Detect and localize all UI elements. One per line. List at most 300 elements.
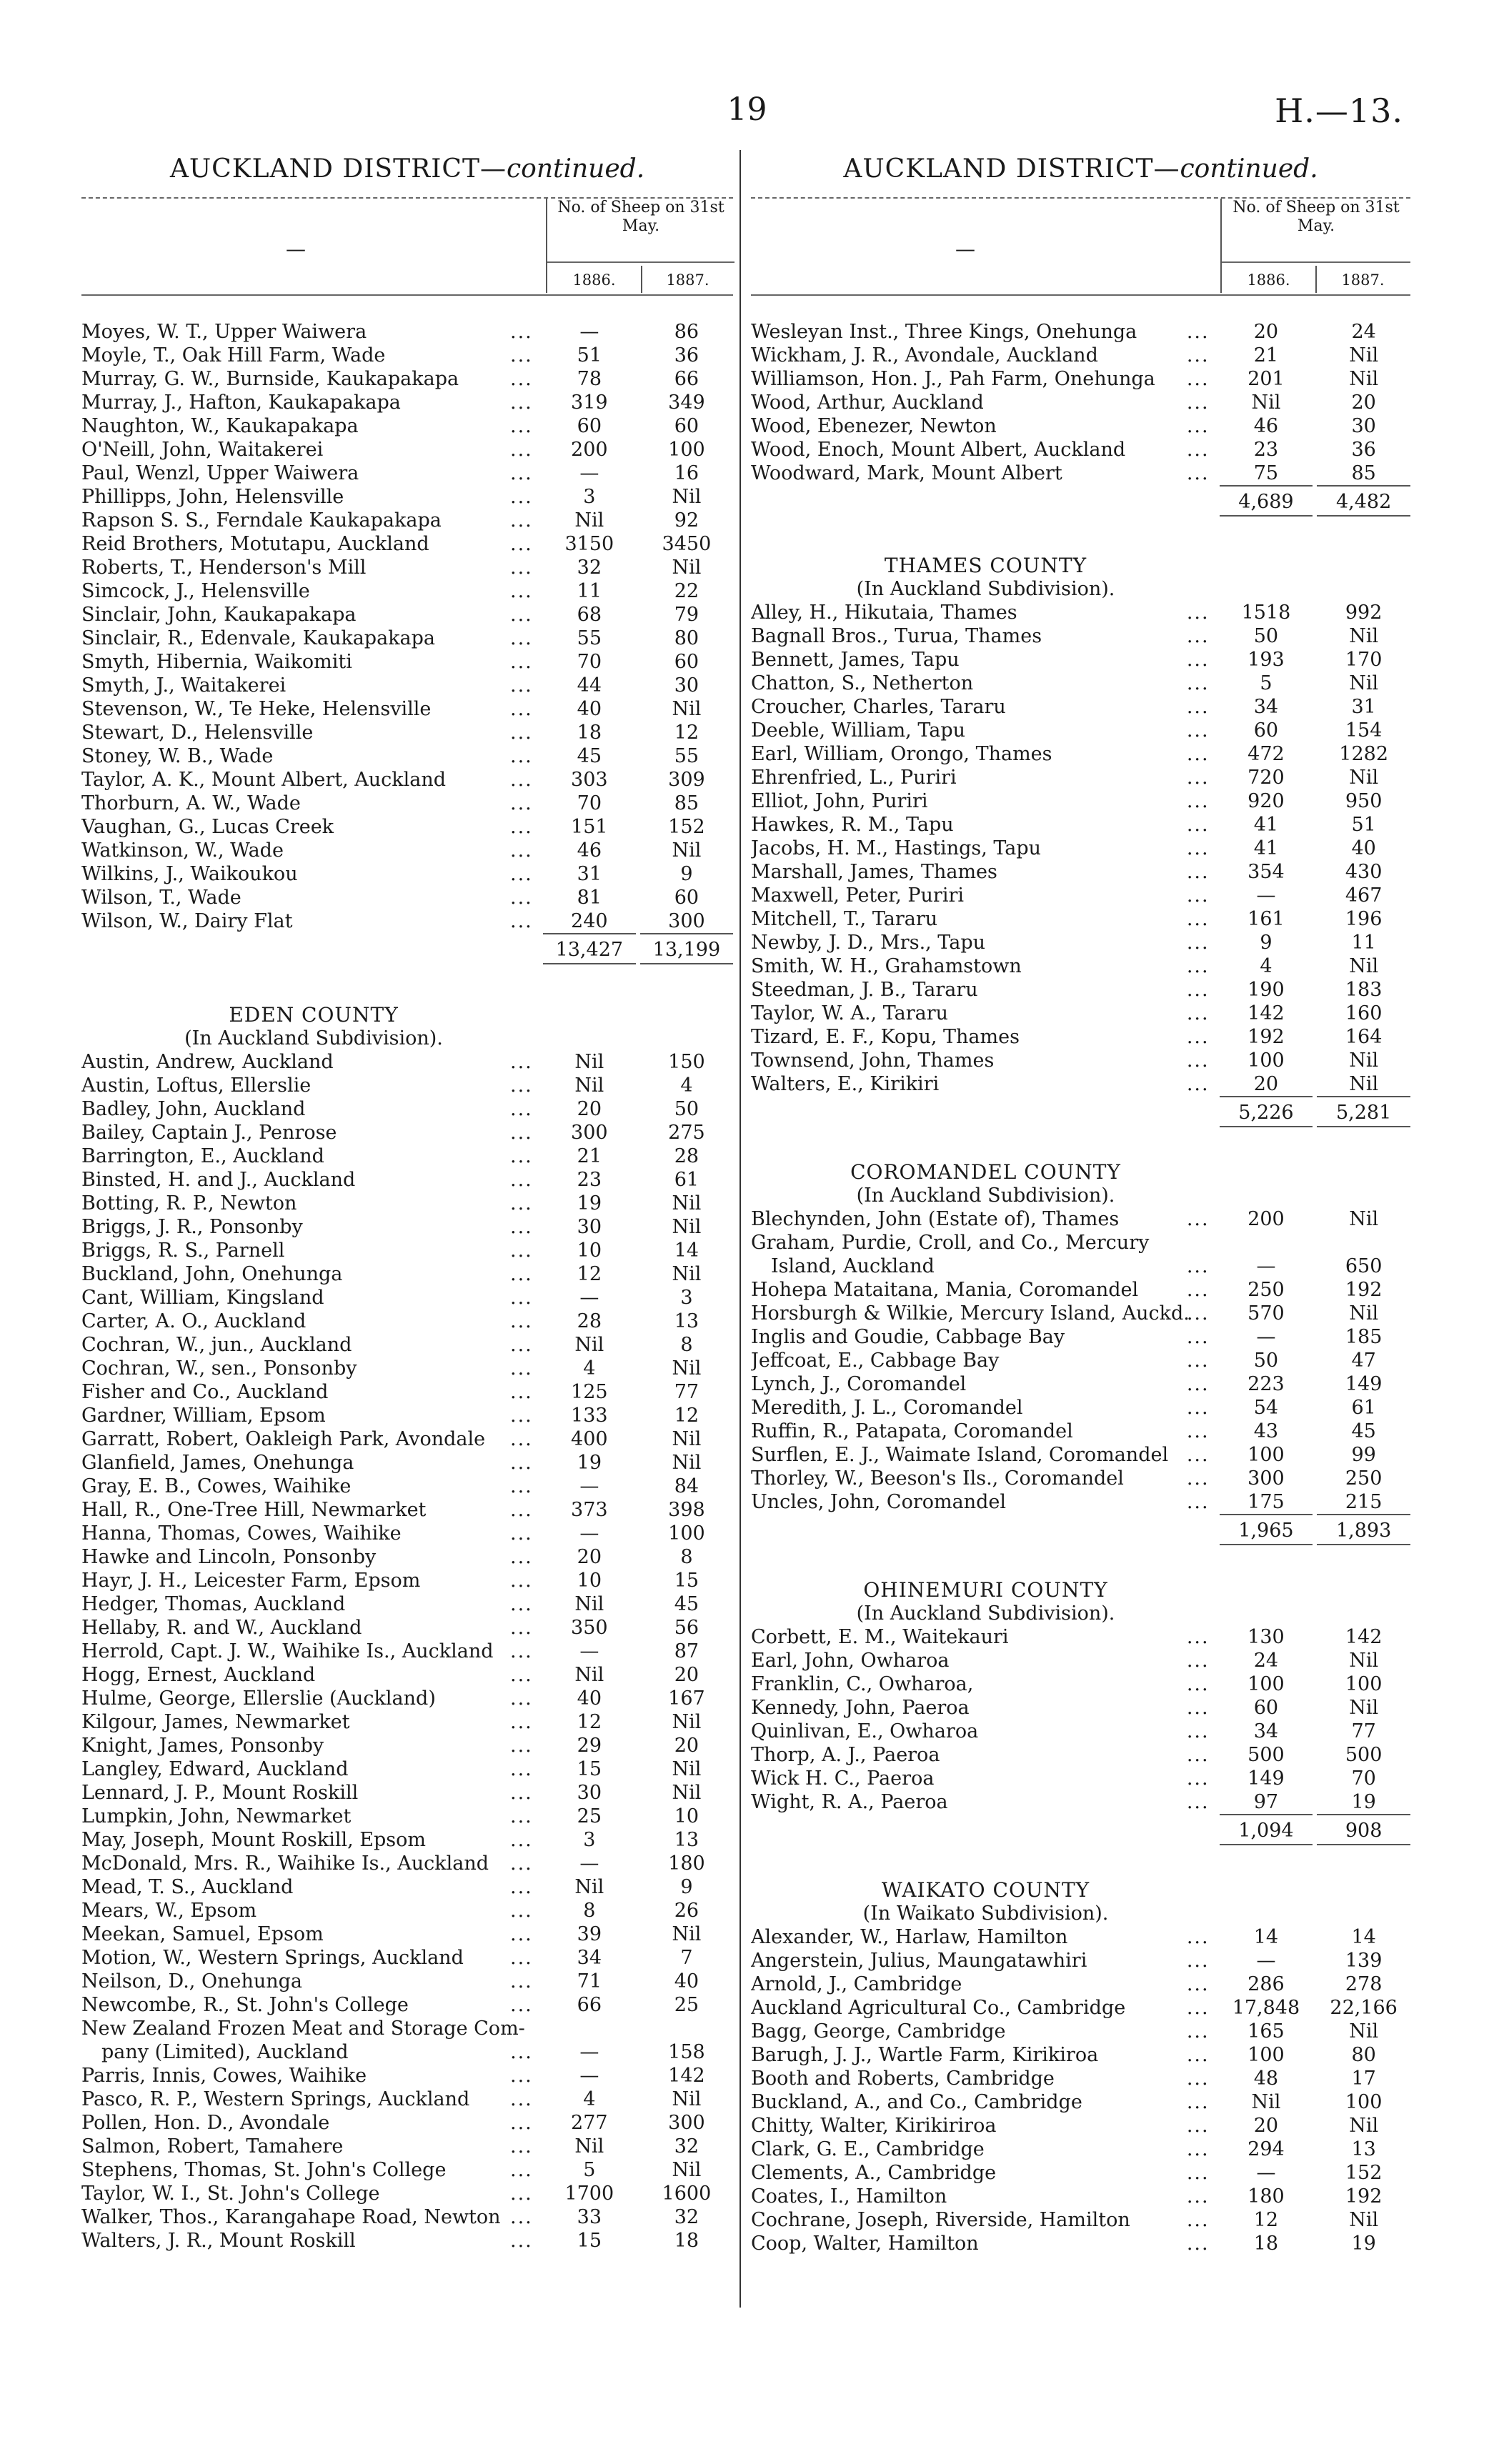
coromandel-total: 1,965 1,893 — [751, 1514, 1410, 1545]
count-1886: 5 — [1260, 672, 1273, 694]
eden-county-title: EDEN COUNTY — [229, 1003, 399, 1027]
table-row — [751, 391, 1410, 414]
count-1886: 60 — [577, 415, 602, 437]
table-row — [81, 1545, 733, 1569]
entry-name: Deeble, William, Tapu ... — [751, 719, 1220, 742]
entry-name: Coates, I., Hamilton ... — [751, 2185, 1220, 2208]
count-1886: 10 — [577, 1240, 602, 1262]
count-1886: — — [579, 462, 599, 484]
count-1886: 40 — [577, 698, 602, 720]
count-1887: Nil — [672, 1782, 702, 1804]
entry-name: Barugh, J. J., Wartle Farm, Kirikiroa ... — [751, 2043, 1220, 2067]
count-1886: 3150 — [564, 533, 614, 555]
table-row — [81, 815, 733, 839]
count-1886: 192 — [1248, 1026, 1285, 1048]
coromandel-county-title: COROMANDEL COUNTY — [850, 1160, 1121, 1184]
count-1886: 21 — [1253, 344, 1279, 366]
count-1887: 47 — [1351, 1350, 1376, 1372]
coromandel-county-subtitle: (In Auckland Subdivision). — [856, 1184, 1115, 1207]
count-1886: 350 — [571, 1617, 608, 1639]
table-row — [751, 672, 1410, 695]
count-1886: 165 — [1248, 2020, 1285, 2042]
count-1886: 161 — [1248, 908, 1285, 930]
count-1887: 9 — [680, 863, 693, 885]
table-row — [751, 1072, 1410, 1096]
count-1886: 97 — [1253, 1791, 1279, 1813]
table-row — [751, 813, 1410, 837]
right-column-title: AUCKLAND DISTRICT—continued. — [843, 154, 1318, 184]
entry-name: Mead, T. S., Auckland ... — [81, 1875, 543, 1899]
count-1887: 13 — [674, 1829, 699, 1851]
count-1886: 200 — [1248, 1208, 1285, 1230]
entry-name: Coop, Walter, Hamilton ... — [751, 2232, 1220, 2255]
count-1886: Nil — [574, 1334, 604, 1356]
count-1887: 650 — [1345, 1255, 1383, 1277]
entry-name: Booth and Roberts, Cambridge ... — [751, 2067, 1220, 2090]
entry-name: Buckland, A., and Co., Cambridge ... — [751, 2090, 1220, 2114]
entry-name: Woodward, Mark, Mount Albert ... — [751, 462, 1220, 485]
entry-name: Pasco, R. P., Western Springs, Auckland ... — [81, 2088, 543, 2111]
table-row — [751, 1302, 1410, 1325]
count-1887: 92 — [674, 509, 699, 532]
table-row — [751, 1790, 1410, 1814]
count-1887: Nil — [672, 1216, 702, 1238]
table-row — [81, 1828, 733, 1852]
count-1886: — — [579, 1852, 599, 1875]
table-row — [81, 1781, 733, 1805]
table-row — [751, 462, 1410, 485]
count-1887: 278 — [1345, 1973, 1383, 1995]
entry-name: Gardner, William, Epsom ... — [81, 1404, 543, 1427]
year-1887-header: 1887. — [666, 271, 709, 289]
count-1887: 250 — [1345, 1467, 1383, 1490]
table-row — [81, 532, 733, 556]
count-1887: 152 — [1345, 2162, 1383, 2184]
count-1886: 40 — [577, 1687, 602, 1710]
count-1887: 61 — [674, 1169, 699, 1191]
entry-name: Austin, Andrew, Auckland ... — [81, 1050, 543, 1074]
count-1886: Nil — [574, 1051, 604, 1073]
count-1886: 240 — [571, 910, 608, 932]
thames-county-title: THAMES COUNTY — [884, 554, 1087, 577]
count-1887: 80 — [674, 627, 699, 649]
count-1887: 185 — [1345, 1326, 1383, 1348]
entry-name: Wood, Enoch, Mount Albert, Auckland ... — [751, 438, 1220, 462]
count-1886: 70 — [577, 792, 602, 814]
count-1887: 55 — [674, 745, 699, 767]
count-1887: 8 — [680, 1546, 693, 1568]
table-row — [751, 954, 1410, 978]
entry-name: Watkinson, W., Wade ... — [81, 839, 543, 862]
count-1886: 15 — [577, 1758, 602, 1780]
table-row — [81, 1357, 733, 1380]
entry-name: Knight, James, Ponsonby ... — [81, 1734, 543, 1757]
entry-name: Hedger, Thomas, Auckland ... — [81, 1592, 543, 1616]
entry-name: Herrold, Capt. J. W., Waihike Is., Auckland ... — [81, 1640, 543, 1663]
count-1887: 12 — [674, 722, 699, 744]
count-1887: 154 — [1345, 719, 1383, 742]
entry-name: Earl, William, Orongo, Thames ... — [751, 742, 1220, 766]
entry-name: Langley, Edward, Auckland ... — [81, 1757, 543, 1781]
entry-name: Vaughan, G., Lucas Creek ... — [81, 815, 543, 839]
table-row — [751, 1443, 1410, 1467]
count-1886: Nil — [1251, 2091, 1281, 2113]
count-1886 — [543, 2017, 636, 2040]
count-1887: Nil — [672, 557, 702, 579]
entry-name: Hawkes, R. M., Tapu ... — [751, 813, 1220, 837]
count-1886: 39 — [577, 1923, 602, 1945]
entry-name: Rapson S. S., Ferndale Kaukapakapa ... — [81, 509, 543, 532]
count-1887: 149 — [1345, 1373, 1383, 1395]
entry-name: Franklin, C., Owharoa, ... — [751, 1672, 1220, 1696]
count-1886: 28 — [577, 1310, 602, 1332]
count-1887: Nil — [672, 839, 702, 862]
entry-name: Carter, A. O., Auckland ... — [81, 1310, 543, 1333]
entry-name: Alley, H., Hikutaia, Thames ... — [751, 601, 1220, 624]
table-row — [751, 1696, 1410, 1720]
count-1887: Nil — [1349, 2115, 1379, 2137]
ohinemuri-total: 1,094 908 — [751, 1814, 1410, 1845]
count-1887: 158 — [668, 2041, 705, 2063]
count-1887: Nil — [1349, 2209, 1379, 2231]
entry-name: Hogg, Ernest, Auckland ... — [81, 1663, 543, 1687]
count-1886: 920 — [1248, 790, 1285, 812]
count-1887: 160 — [1345, 1002, 1383, 1024]
count-1886: 41 — [1253, 814, 1279, 836]
count-1887: 139 — [1345, 1950, 1383, 1972]
count-1887: 85 — [1351, 462, 1376, 484]
count-1887: Nil — [1349, 1650, 1379, 1672]
count-1887: Nil — [1349, 767, 1379, 789]
entry-name: Jacobs, H. M., Hastings, Tapu ... — [751, 837, 1220, 860]
count-1886: 1518 — [1241, 602, 1291, 624]
entry-name: Neilson, D., Onehunga ... — [81, 1970, 543, 1993]
count-1886: 60 — [1253, 1697, 1279, 1719]
entry-name: Wickham, J. R., Avondale, Auckland ... — [751, 344, 1220, 367]
count-1887: 85 — [674, 792, 699, 814]
table-row — [751, 2161, 1410, 2185]
count-1887: 17 — [1351, 2068, 1376, 2090]
count-1887: 13 — [674, 1310, 699, 1332]
entry-name: Bagnall Bros., Turua, Thames ... — [751, 624, 1220, 648]
table-row — [81, 1922, 733, 1946]
ohinemuri-county-title: OHINEMURI COUNTY — [863, 1578, 1108, 1602]
table-row — [81, 1097, 733, 1121]
table-row — [81, 1262, 733, 1286]
table-row — [81, 320, 733, 344]
left-column — [81, 150, 733, 2253]
entry-name: Inglis and Goudie, Cabbage Bay ... — [751, 1325, 1220, 1349]
count-1886: 54 — [1253, 1397, 1279, 1419]
count-1887: 15 — [674, 1570, 699, 1592]
count-1886: 81 — [577, 887, 602, 909]
table-row — [81, 1592, 733, 1616]
count-1886: 9 — [1260, 932, 1273, 954]
entry-name: Simcock, J., Helensville ... — [81, 579, 543, 603]
count-1887: 40 — [1351, 837, 1376, 859]
entry-name: Tizard, E. F., Kopu, Thames ... — [751, 1025, 1220, 1049]
entry-name: Clements, A., Cambridge ... — [751, 2161, 1220, 2185]
count-1887: 87 — [674, 1640, 699, 1662]
count-1887: 60 — [674, 887, 699, 909]
count-1887: 3 — [680, 1287, 693, 1309]
count-1887: Nil — [1349, 1049, 1379, 1072]
count-1886: 44 — [577, 674, 602, 697]
count-1886: 46 — [1253, 415, 1279, 437]
count-1886: 3 — [583, 486, 596, 508]
count-1887: 11 — [1351, 932, 1376, 954]
table-row — [81, 1875, 733, 1899]
table-row — [81, 509, 733, 532]
count-1886: 100 — [1248, 1049, 1285, 1072]
count-1886: 75 — [1253, 462, 1279, 484]
table-row — [81, 1569, 733, 1592]
count-1887: Nil — [672, 486, 702, 508]
count-1886 — [1220, 1231, 1313, 1255]
entry-name: Elliot, John, Puriri ... — [751, 789, 1220, 813]
table-row — [751, 1349, 1410, 1372]
table-row — [751, 601, 1410, 624]
entry-name: Motion, W., Western Springs, Auckland ... — [81, 1946, 543, 1970]
table-row — [81, 1805, 733, 1828]
count-1887: 24 — [1351, 321, 1376, 343]
table-row — [751, 978, 1410, 1002]
count-1886: — — [579, 1475, 599, 1497]
count-1887: 22 — [674, 580, 699, 602]
count-1886: 23 — [577, 1169, 602, 1191]
count-1887: 26 — [674, 1900, 699, 1922]
count-1886: 19 — [577, 1192, 602, 1214]
count-1886: 8 — [583, 1900, 596, 1922]
count-1886: 20 — [1253, 321, 1279, 343]
entry-name: Cochran, W., jun., Auckland ... — [81, 1333, 543, 1357]
count-1887: 192 — [1345, 1279, 1383, 1301]
count-1886: 15 — [577, 2230, 602, 2252]
entry-name: Taylor, A. K., Mount Albert, Auckland ... — [81, 768, 543, 792]
left-list-continued — [81, 320, 733, 933]
table-row — [81, 462, 733, 485]
count-1887: Nil — [672, 1711, 702, 1733]
year-1886-header: 1886. — [572, 271, 616, 289]
entry-name: Hellaby, R. and W., Auckland ... — [81, 1616, 543, 1640]
table-row — [81, 744, 733, 768]
count-1887: 14 — [674, 1240, 699, 1262]
count-1886: 19 — [577, 1452, 602, 1474]
entry-name: Stevenson, W., Te Heke, Helensville ... — [81, 697, 543, 721]
count-1886: 10 — [577, 1570, 602, 1592]
count-1886: 55 — [577, 627, 602, 649]
count-1886: 34 — [1253, 1720, 1279, 1742]
count-1886: 4 — [583, 2088, 596, 2110]
count-1887: 84 — [674, 1475, 699, 1497]
entry-name: Garratt, Robert, Oakleigh Park, Avondale ... — [81, 1427, 543, 1451]
table-row — [751, 367, 1410, 391]
table-row — [81, 792, 733, 815]
table-row — [751, 1996, 1410, 2020]
entry-name: Smyth, J., Waitakerei ... — [81, 674, 543, 697]
entry-name: Bailey, Captain J., Penrose ... — [81, 1121, 543, 1144]
count-1886: 1700 — [564, 2183, 614, 2205]
count-1886: 400 — [571, 1428, 608, 1450]
count-1887: 1282 — [1339, 743, 1388, 765]
year-1887-header: 1887. — [1341, 271, 1385, 289]
count-1887: 300 — [668, 910, 705, 932]
count-1887: 22,166 — [1330, 1997, 1398, 2019]
count-1886: 48 — [1253, 2068, 1279, 2090]
count-1887: Nil — [1349, 1302, 1379, 1325]
table-row — [751, 2208, 1410, 2232]
entry-name: Sinclair, John, Kaukapakapa ... — [81, 603, 543, 627]
count-1886: 29 — [577, 1735, 602, 1757]
right-table-header — [751, 197, 1410, 296]
thames-county-subtitle: (In Auckland Subdivision). — [856, 578, 1115, 600]
count-1886: 319 — [571, 391, 608, 414]
table-row — [81, 1451, 733, 1475]
count-1886: 294 — [1248, 2138, 1285, 2160]
entry-name: Smith, W. H., Grahamstown ... — [751, 954, 1220, 978]
entry-name: Stephens, Thomas, St. John's College ... — [81, 2158, 543, 2182]
count-1887: 66 — [674, 368, 699, 390]
table-row — [81, 1616, 733, 1640]
count-1887: 31 — [1351, 696, 1376, 718]
table-row — [81, 1168, 733, 1192]
entry-name: Wood, Arthur, Auckland ... — [751, 391, 1220, 414]
entry-name: Wight, R. A., Paeroa ... — [751, 1790, 1220, 1814]
count-1886: 25 — [577, 1805, 602, 1827]
table-row — [751, 1625, 1410, 1649]
table-row — [81, 1404, 733, 1427]
count-1887: 8 — [680, 1334, 693, 1356]
table-row — [751, 2043, 1410, 2067]
entry-name: Graham, Purdie, Croll, and Co., Mercury — [751, 1232, 1150, 1254]
count-1886: 180 — [1248, 2185, 1285, 2208]
table-row — [751, 884, 1410, 907]
count-1886: 720 — [1248, 767, 1285, 789]
entry-name: Reid Brothers, Motutapu, Auckland ... — [81, 532, 543, 556]
table-row — [751, 320, 1410, 344]
count-1887: 150 — [668, 1051, 705, 1073]
table-row — [751, 1255, 1410, 1278]
table-row — [81, 485, 733, 509]
count-1887: 70 — [1351, 1767, 1376, 1790]
entry-name: Briggs, R. S., Parnell ... — [81, 1239, 543, 1262]
table-row — [81, 909, 733, 933]
count-1887: 80 — [1351, 2044, 1376, 2066]
count-1886: 250 — [1248, 1279, 1285, 1301]
count-1887: 18 — [674, 2230, 699, 2252]
count-1886: 18 — [577, 722, 602, 744]
table-row — [751, 1278, 1410, 1302]
count-1887: 36 — [1351, 439, 1376, 461]
table-row — [751, 344, 1410, 367]
count-1887: 51 — [1351, 814, 1376, 836]
count-1886: 12 — [577, 1711, 602, 1733]
entry-name: Wick H. C., Paeroa ... — [751, 1767, 1220, 1790]
entry-name: Thorp, A. J., Paeroa ... — [751, 1743, 1220, 1767]
table-row — [81, 414, 733, 438]
entry-name: Maxwell, Peter, Puriri ... — [751, 884, 1220, 907]
count-1887: 300 — [668, 2112, 705, 2134]
entry-name: Mitchell, T., Tararu ... — [751, 907, 1220, 931]
count-1886: 570 — [1248, 1302, 1285, 1325]
entry-name: Moyes, W. T., Upper Waiwera ... — [81, 320, 543, 344]
count-1886: Nil — [574, 509, 604, 532]
count-1886: — — [579, 321, 599, 343]
count-1886: 32 — [577, 557, 602, 579]
year-1886-header: 1886. — [1247, 271, 1290, 289]
table-row — [81, 1215, 733, 1239]
entry-name: Murray, J., Hafton, Kaukapakapa ... — [81, 391, 543, 414]
table-row — [751, 1672, 1410, 1696]
table-row — [751, 1325, 1410, 1349]
count-1886: 277 — [571, 2112, 608, 2134]
table-row — [81, 1074, 733, 1097]
waikato-county-title: WAIKATO COUNTY — [881, 1878, 1090, 1902]
table-row — [81, 603, 733, 627]
table-row — [81, 1427, 733, 1451]
table-row — [751, 1372, 1410, 1396]
entry-name: Paul, Wenzl, Upper Waiwera ... — [81, 462, 543, 485]
table-row — [81, 438, 733, 462]
table-row — [751, 742, 1410, 766]
left-column-title: AUCKLAND DISTRICT—continued. — [169, 154, 645, 184]
table-row — [81, 367, 733, 391]
count-1886: — — [579, 1522, 599, 1545]
entry-name: Gray, E. B., Cowes, Waihike ... — [81, 1475, 543, 1498]
coromandel-county-list — [751, 1207, 1410, 1514]
table-row — [81, 1663, 733, 1687]
table-row — [751, 648, 1410, 672]
sheep-count-header: No. of Sheep on 31st May. — [557, 199, 724, 235]
count-1886: — — [579, 2065, 599, 2087]
table-row — [81, 2111, 733, 2135]
eden-county-subtitle: (In Auckland Subdivision). — [184, 1027, 443, 1049]
entry-name: Smyth, Hibernia, Waikomiti ... — [81, 650, 543, 674]
count-1887: 1600 — [662, 2183, 712, 2205]
table-row — [81, 862, 733, 886]
count-1886: 125 — [571, 1381, 608, 1403]
table-row — [81, 1380, 733, 1404]
table-row — [751, 1002, 1410, 1025]
count-1887: Nil — [672, 2088, 702, 2110]
count-1886: 78 — [577, 368, 602, 390]
entry-name: Arnold, J., Cambridge ... — [751, 1972, 1220, 1996]
entry-name: McDonald, Mrs. R., Waihike Is., Auckland ... — [81, 1852, 543, 1875]
count-1886: 190 — [1248, 979, 1285, 1001]
table-row — [81, 1640, 733, 1663]
table-row — [81, 556, 733, 579]
table-row — [81, 1310, 733, 1333]
entry-name: Jeffcoat, E., Cabbage Bay ... — [751, 1349, 1220, 1372]
table-row — [751, 1649, 1410, 1672]
table-row — [81, 2135, 733, 2158]
entry-name: Cochrane, Joseph, Riverside, Hamilton ... — [751, 2208, 1220, 2232]
count-1887: 77 — [1351, 1720, 1376, 1742]
table-row — [751, 1207, 1410, 1231]
entry-name: Ehrenfried, L., Puriri ... — [751, 766, 1220, 789]
entry-name: Walters, J. R., Mount Roskill ... — [81, 2229, 543, 2253]
entry-name: Bagg, George, Cambridge ... — [751, 2020, 1220, 2043]
entry-name: Hulme, George, Ellerslie (Auckland) ... — [81, 1687, 543, 1710]
count-1886: 31 — [577, 863, 602, 885]
count-1887: 142 — [668, 2065, 705, 2087]
count-1886: — — [1256, 1255, 1276, 1277]
entry-name: Ruffin, R., Patapata, Coromandel ... — [751, 1420, 1220, 1443]
table-row — [751, 438, 1410, 462]
entry-name: Wilkins, J., Waikoukou ... — [81, 862, 543, 886]
table-row — [751, 1467, 1410, 1490]
table-row — [751, 1231, 1410, 1255]
